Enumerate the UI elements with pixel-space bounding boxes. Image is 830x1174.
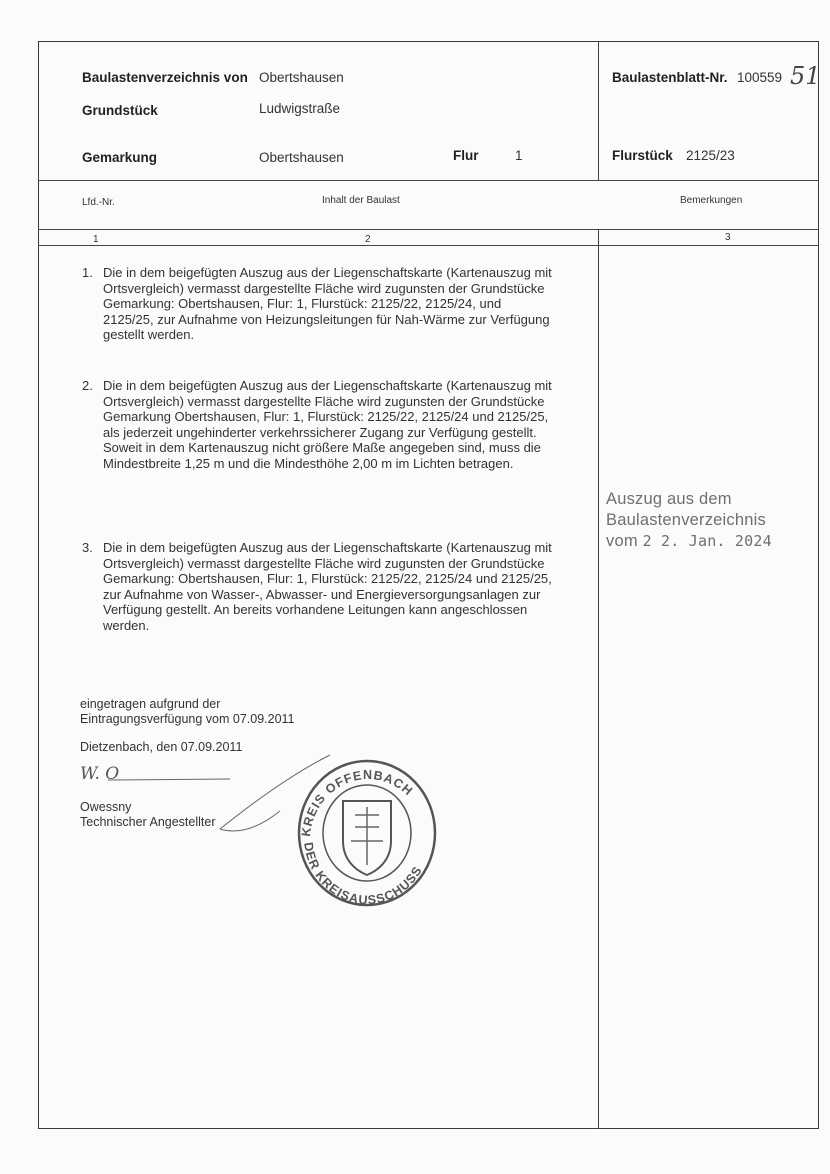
stamp-date: 2 2. Jan. 2024 bbox=[642, 532, 772, 550]
col1-number: 1 bbox=[93, 234, 99, 245]
entry-2 bbox=[82, 378, 552, 472]
signer-name: Owessny bbox=[80, 800, 132, 814]
plot-label: Grundstück bbox=[82, 103, 158, 118]
svg-text:KREIS OFFENBACH bbox=[299, 768, 416, 837]
col2-header: Inhalt der Baulast bbox=[322, 195, 400, 206]
sheet-label: Baulastenblatt-Nr. bbox=[612, 70, 728, 85]
stamp-line-3 bbox=[606, 531, 772, 552]
entry-number: 3. bbox=[82, 540, 93, 555]
seal-bottom-text: DER KREISAUSSCHUSS bbox=[301, 841, 425, 908]
signer-block bbox=[80, 800, 216, 830]
entry-number: 2. bbox=[82, 378, 93, 393]
rule-column-headers bbox=[38, 229, 819, 230]
sheet-initials: 51 bbox=[790, 62, 821, 90]
signature-initials: W. O bbox=[80, 764, 120, 784]
rule-column-numbers bbox=[38, 245, 819, 246]
rule-header-split bbox=[598, 41, 599, 180]
flur-label: Flur bbox=[453, 148, 479, 163]
district-value: Obertshausen bbox=[259, 150, 344, 165]
col3-number: 3 bbox=[725, 232, 731, 243]
parcel-label: Flurstück bbox=[612, 148, 673, 163]
entry-3 bbox=[82, 540, 552, 634]
seal-inscription bbox=[200, 745, 460, 915]
register-value: Obertshausen bbox=[259, 70, 344, 85]
seal-top-text: KREIS OFFENBACH bbox=[299, 768, 416, 838]
svg-text:DER KREISAUSSCHUSS bbox=[301, 841, 425, 907]
registration-note bbox=[80, 697, 295, 727]
col3-header: Bemerkungen bbox=[680, 195, 743, 206]
extract-stamp bbox=[606, 489, 772, 552]
rule-remarks-column bbox=[598, 229, 599, 1129]
parcel-value: 2125/23 bbox=[686, 148, 735, 163]
sheet-value: 100559 bbox=[737, 70, 783, 85]
entry-1 bbox=[82, 265, 552, 343]
stamp-line-1: Auszug aus dem bbox=[606, 490, 732, 508]
register-label: Baulastenverzeichnis von bbox=[82, 70, 248, 85]
registration-line-2: Eintragungsverfügung vom 07.09.2011 bbox=[80, 712, 295, 726]
signer-title: Technischer Angestellter bbox=[80, 815, 216, 829]
entry-text: Die in dem beigefügten Auszug aus der Liegenschaftskarte (Kartenauszug mit Ortsvergleich) vermasst dargestellte Fläche wird zugunsten der Grundstücke Gemarkung: Obertshausen, Flur: 1, Flurstück: 2125/22, 2125/24, und 2125/25, zur Aufnahme von Heizungsleitungen für Nah-Wärme zur Verfügung gestellt werden. bbox=[103, 265, 552, 343]
entry-number: 1. bbox=[82, 265, 93, 280]
stamp-date-prefix: vom bbox=[606, 532, 638, 550]
district-label: Gemarkung bbox=[82, 150, 158, 165]
plot-value: Ludwigstraße bbox=[259, 101, 341, 116]
col1-header: Lfd.-Nr. bbox=[82, 197, 115, 208]
rule-header-bottom bbox=[38, 180, 819, 181]
flur-value: 1 bbox=[515, 148, 523, 163]
col2-number: 2 bbox=[365, 234, 371, 245]
registration-line-1: eingetragen aufgrund der bbox=[80, 697, 221, 711]
place-date: Dietzenbach, den 07.09.2011 bbox=[80, 740, 243, 754]
entry-text: Die in dem beigefügten Auszug aus der Liegenschaftskarte (Kartenauszug mit Ortsvergleich) vermasst dargestellte Fläche wird zugunsten der Grundstücke Gemarkung: Obertshausen, Flur: 1, Flurstück: 2125/22, 2125/24 und 2125/25, zur Aufnahme von Wasser-, Abwasser- und Energieversorgungsanlagen zur Verfügung gestellt. An bereits vorhandene Leitungen kann angeschlossen werden. bbox=[103, 540, 552, 633]
stamp-line-2: Baulastenverzeichnis bbox=[606, 511, 766, 529]
entry-text: Die in dem beigefügten Auszug aus der Liegenschaftskarte (Kartenauszug mit Ortsvergleich) vermasst dargestellte Fläche wird zugunsten der Grundstücke Gemarkung Obertshausen, Flur: 1, Flurstück: 2125/22, 2125/24 und 2125/25, als jederzeit ungehinderter verkehrssicherer Zugang zur Verfügung gestellt. Soweit in dem Kartenauszug nicht größere Maße angegeben sind, muss die Mindestbreite 1,25 m und die Mindesthöhe 2,00 m im Lichten betragen. bbox=[103, 378, 552, 471]
